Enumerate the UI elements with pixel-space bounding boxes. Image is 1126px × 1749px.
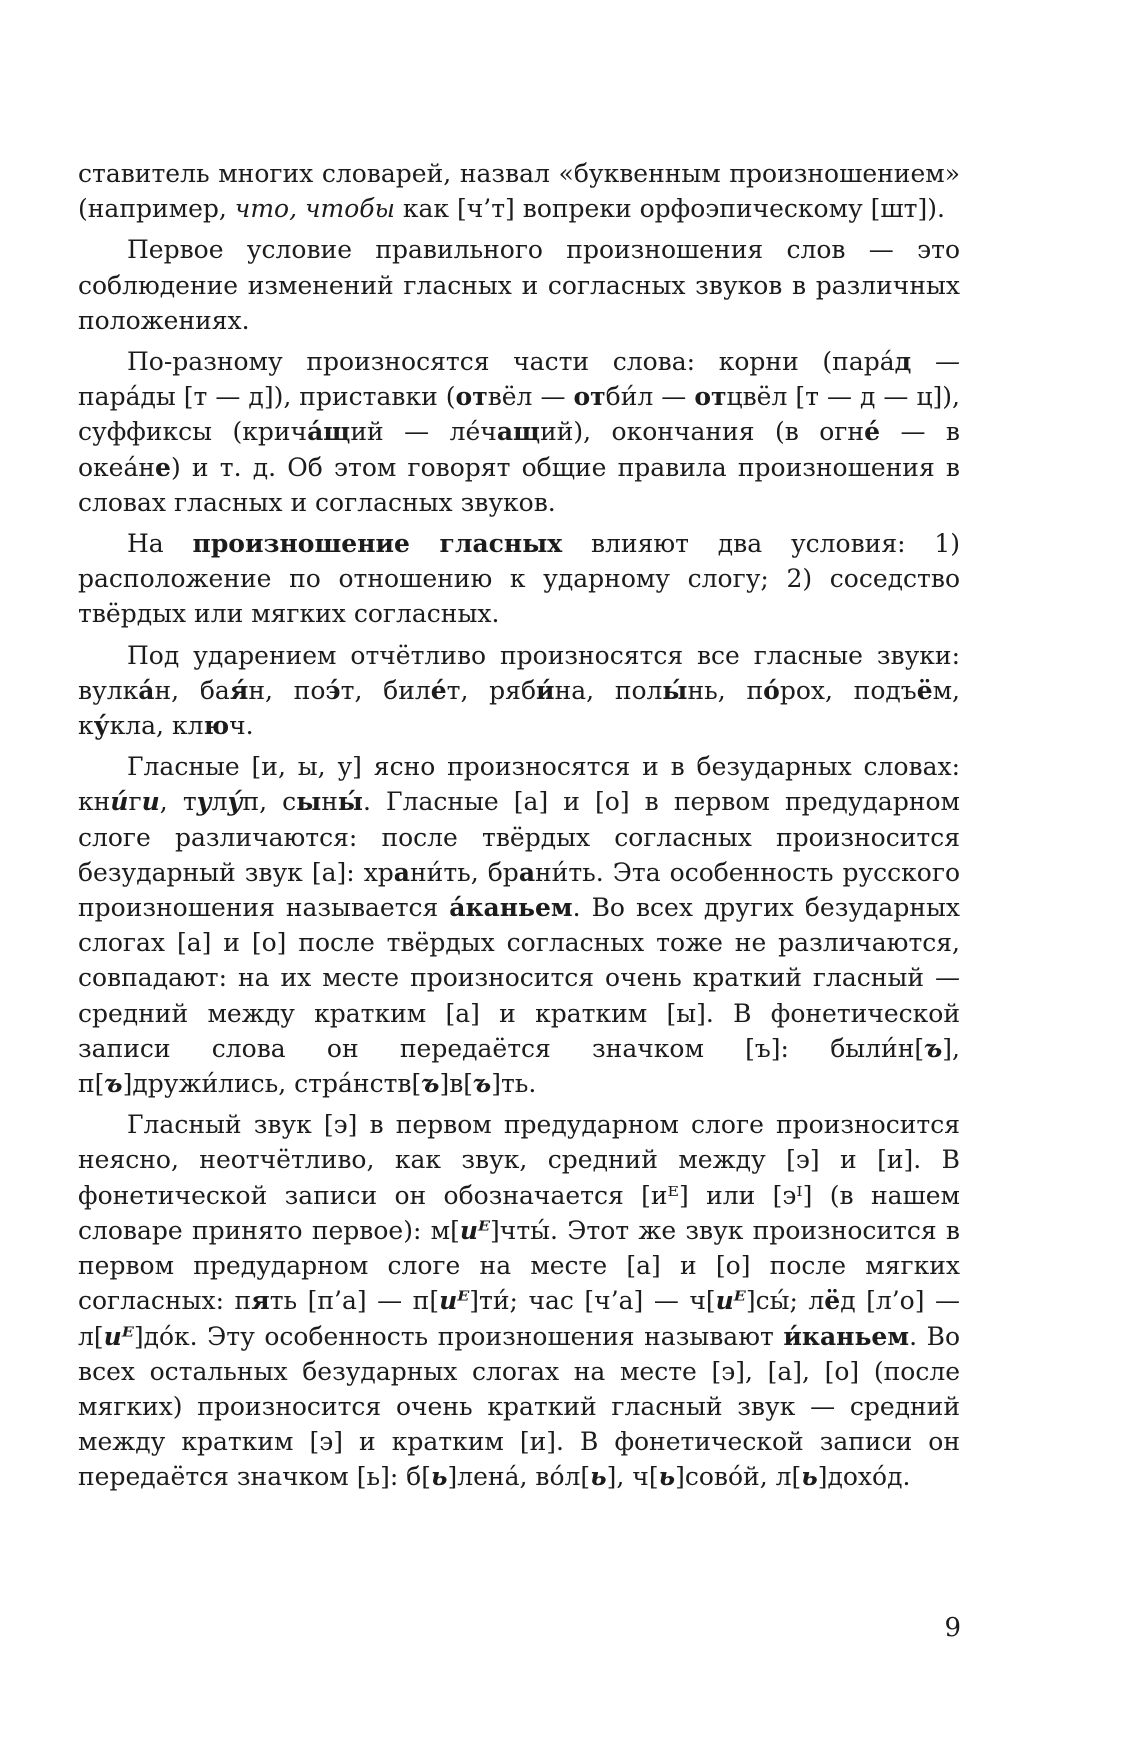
- text-run: иᴱ: [459, 1215, 491, 1245]
- emphasis-run: [197, 787, 212, 816]
- bold-run: я́: [229, 675, 249, 705]
- text-run: ]в[: [439, 1069, 474, 1099]
- text-run: ]лена́, во́л[: [447, 1462, 591, 1492]
- paragraph-vowel-conditions: [78, 526, 960, 632]
- emphasis-run: [716, 1286, 746, 1315]
- text-run: ни́ть, бр: [410, 857, 519, 887]
- text-run: иᴱ: [715, 1286, 746, 1316]
- text-run: д [л’о] — л[: [78, 1286, 960, 1351]
- bold-run: я: [251, 1286, 270, 1316]
- emphasis-run: [924, 1034, 942, 1063]
- text-run: . Во всех остальных безударных слогах на месте [э], [а], [о] (после мягких) произносится очень краткий гласный звук — средний между кратким [э] и кратким [и]. В фонетической записи он передаётся значком [ь]: б[: [78, 1321, 960, 1492]
- bold-run: а: [393, 857, 410, 887]
- text-run: иᴱ: [439, 1286, 470, 1316]
- bold-run: а́: [138, 675, 155, 705]
- bold-run: е́: [430, 675, 447, 705]
- text-run: как [ч’т] вопреки орфоэпическому [шт]).: [394, 194, 945, 224]
- emphasis-run: [104, 1322, 134, 1351]
- text-run: ]сово́й, л[: [675, 1462, 802, 1492]
- paragraph-word-parts: [78, 344, 960, 520]
- text-run: ь: [590, 1462, 607, 1492]
- emphasis-run: [431, 1462, 448, 1491]
- emphasis-run: [439, 1286, 469, 1315]
- text-run: — пара́ды [т — д]), приставки (: [78, 347, 960, 412]
- text-run: ъ: [104, 1069, 123, 1099]
- text-run: г: [128, 787, 142, 817]
- text-run: т, бил: [340, 675, 431, 705]
- paragraph-akanye: [78, 749, 960, 1101]
- text-run: Гласные [и, ы, у] ясно произносятся и в безударных словах: кн: [78, 752, 960, 817]
- text-run: иᴱ: [103, 1321, 134, 1351]
- paragraph-continuation: [78, 156, 960, 226]
- bold-run: ю: [203, 711, 230, 741]
- bold-run: произношение гласных: [192, 529, 563, 559]
- text-run: ъ: [473, 1069, 492, 1099]
- text-run: Первое условие правильного произношения слов — это соблюдение изменений гласных и согласных звуков в различных положениях.: [78, 235, 960, 335]
- text-run: н, ба: [154, 675, 230, 705]
- text-run: ]до́к. Эту особенность произношения называют: [133, 1321, 784, 1351]
- paragraph-ikanye: [78, 1107, 960, 1494]
- text-run: ь: [658, 1462, 676, 1492]
- text-run: н: [321, 787, 338, 817]
- text-run: нь, п: [687, 675, 764, 705]
- bold-run: ащ: [496, 417, 541, 447]
- text-run: Гласный звук [э] в первом предударном слоге произносится неясно, неотчётливо, как звук, средний между [э] и [и]. В фонетической записи он обозначается [иᴱ] или [эᴵ] (в нашем словаре принято первое): м[: [78, 1110, 960, 1245]
- bold-run: о́: [763, 675, 780, 705]
- text-run: ]дохо́д.: [817, 1462, 911, 1492]
- bold-run: от: [573, 382, 606, 412]
- bold-run: ё: [916, 675, 933, 705]
- text-run: ч.: [229, 711, 254, 741]
- emphasis-run: [801, 1462, 818, 1491]
- paragraph-first-condition: [78, 232, 960, 338]
- emphasis-run: [659, 1462, 676, 1491]
- text-run: ]чты́. Этот же звук произносится в первом предударном слоге на месте [а] и [о] после мягких согласных: п: [78, 1215, 960, 1316]
- italic-run: что, чтобы: [234, 194, 395, 224]
- emphasis-run: [421, 1069, 439, 1098]
- text-run: у: [196, 787, 212, 817]
- text-run: би́л —: [605, 382, 695, 412]
- text-run: вёл —: [487, 382, 574, 412]
- emphasis-run: [590, 1462, 607, 1491]
- bold-run: ы́: [662, 675, 688, 705]
- text-run: ий — ле́ч: [350, 417, 497, 447]
- text-run: влияют два условия: 1) расположение по отношению к ударному слогу; 2) соседство твёрдых или мягких согласных.: [78, 529, 960, 629]
- text-run: ) и т. д. Об этом говорят общие правила произношения в словах гласных и согласных звуков.: [78, 452, 960, 517]
- text-run: и́: [110, 787, 129, 817]
- text-run: ий), окончания (в огн: [540, 417, 865, 447]
- text-run: По-разному произносятся части слова: корни (пара́: [127, 347, 895, 377]
- bold-run: е: [155, 452, 171, 482]
- bold-run: а́щ: [307, 417, 351, 447]
- text-run: н, по: [248, 675, 326, 705]
- bold-run: от: [694, 382, 727, 412]
- bold-run: д: [894, 347, 912, 377]
- bold-run: а́каньем: [449, 893, 573, 923]
- bold-run: ы́: [337, 787, 363, 817]
- text-run: ставитель многих словарей, назвал «буквенным произношением» (например,: [78, 159, 960, 224]
- text-run: ]ть.: [491, 1069, 537, 1099]
- paragraph-stressed-vowels: [78, 638, 960, 744]
- text-run: ъ: [924, 1033, 943, 1063]
- text-run: ]сы́; л: [745, 1286, 825, 1316]
- text-run: ть [п’а] — п[: [269, 1286, 440, 1316]
- emphasis-run: [142, 787, 160, 816]
- bold-run: е́: [864, 417, 880, 447]
- page-body: [78, 156, 960, 1501]
- text-run: ], ч[: [606, 1462, 659, 1492]
- bold-run: и́: [536, 675, 555, 705]
- text-run: ни́ть. Эта особенность русского произношения называется: [78, 857, 960, 923]
- bold-run: ы: [296, 787, 322, 817]
- text-run: ъ: [421, 1069, 440, 1099]
- text-run: ь: [801, 1462, 818, 1492]
- bold-run: от: [455, 382, 488, 412]
- text-run: и: [141, 787, 160, 817]
- text-run: рох, подъ: [779, 675, 917, 705]
- bold-run: у́: [93, 711, 110, 741]
- text-run: Под ударением отчётливо произносятся все гласные звуки: вулк: [78, 640, 960, 705]
- text-run: . Гласные [а] и [о] в первом предударном слоге различаются: после твёрдых согласных произносится безударный звук [а]: хр: [78, 787, 960, 887]
- emphasis-run: [228, 787, 243, 816]
- text-run: л: [211, 787, 228, 817]
- text-run: п, с: [242, 787, 297, 817]
- emphasis-run: [110, 787, 128, 816]
- text-run: цвёл [т — д — ц]), суффиксы (крич: [78, 382, 960, 447]
- text-run: ь: [431, 1462, 448, 1492]
- text-run: т, ряб: [446, 675, 537, 705]
- text-run: ]ти́; час [ч’а] — ч[: [469, 1286, 716, 1316]
- text-run: — в океа́н: [78, 417, 960, 482]
- bold-run: и́каньем: [783, 1321, 910, 1351]
- bold-run: а: [518, 857, 536, 887]
- text-run: на, пол: [554, 675, 663, 705]
- emphasis-run: [473, 1069, 491, 1098]
- emphasis-run: [460, 1216, 490, 1245]
- text-run: ]дружи́лись, стра́нств[: [122, 1069, 422, 1099]
- emphasis-run: [104, 1069, 122, 1098]
- text-run: ], п[: [78, 1033, 960, 1099]
- page-number: 9: [944, 1613, 961, 1643]
- text-run: у́: [227, 787, 243, 817]
- bold-run: ё: [824, 1286, 841, 1316]
- bold-run: э́: [325, 675, 341, 705]
- text-run: На: [127, 529, 193, 559]
- text-run: , т: [159, 787, 197, 817]
- text-run: . Во всех других безударных слогах [а] и [о] после твёрдых согласных тоже не различаются, совпадают: на их месте произносится очень краткий гласный — средний между кратким [а] и кратким [ы]. В фонетической записи слова он передаётся значком [ъ]: были́н[: [78, 893, 960, 1063]
- text-run: кла, кл: [109, 711, 204, 741]
- text-run: м, к: [78, 675, 960, 741]
